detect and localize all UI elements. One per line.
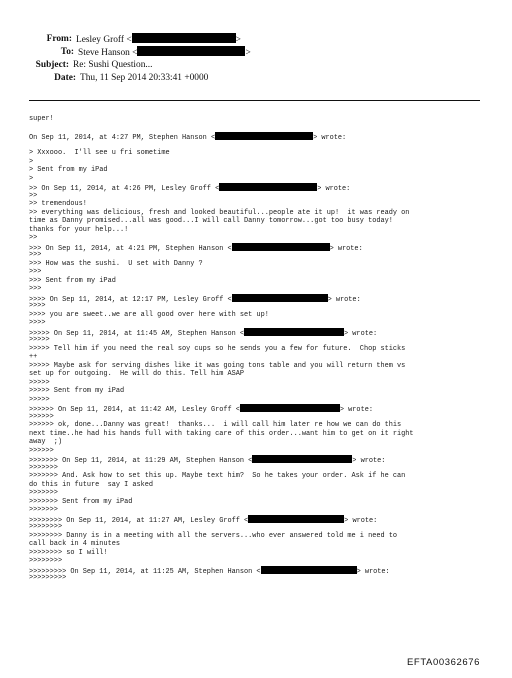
body-line — [29, 149, 487, 158]
body-line-text: >>>>>>>> On Sep 11, 2014, at 11:27 AM, Lesley Groff < — [29, 516, 249, 525]
body-line-suffix: > wrote: — [344, 516, 378, 525]
body-line — [29, 532, 487, 541]
body-line-text: >>>>>>>> — [29, 557, 63, 565]
body-line — [29, 379, 487, 388]
body-line-suffix: > wrote: — [317, 185, 351, 193]
header-row-date — [0, 72, 512, 85]
redaction-bar — [252, 455, 352, 463]
body-line-text: >>>>>> On Sep 11, 2014, at 11:42 AM, Lesley Groff < — [29, 406, 240, 414]
body-line — [29, 124, 487, 133]
body-line-text: >> On Sep 11, 2014, at 4:26 PM, Lesley Groff < — [29, 185, 220, 193]
body-line-text: >>>>>>>>> — [29, 574, 67, 582]
body-line — [29, 447, 487, 456]
body-line — [29, 387, 487, 396]
body-line — [29, 523, 487, 532]
body-line-suffix: > wrote: — [313, 134, 347, 142]
body-line-text: >>>>>>>> Danny is in a meeting with all the servers...who ever answered told me i need to — [29, 531, 398, 540]
body-line-text: super! — [29, 115, 54, 123]
body-line-suffix: > wrote: — [339, 406, 373, 414]
body-line-text: >>>>>>>>> On Sep 11, 2014, at 11:25 AM, Stephen Hanson < — [29, 567, 261, 576]
body-line-text: >>> — [29, 285, 42, 293]
body-line-text: >>> — [29, 251, 42, 259]
body-line — [29, 285, 487, 294]
body-line — [29, 574, 487, 583]
body-line — [29, 404, 487, 413]
from-value: Lesley Groff < — [76, 35, 132, 45]
body-line-text: > — [29, 157, 34, 166]
redaction-bar — [137, 46, 245, 56]
body-line-text: >>>>> Maybe ask for serving dishes like it was going tons table and you will return them vs — [29, 361, 406, 370]
redaction-bar — [232, 243, 330, 251]
redaction-bar — [219, 183, 317, 191]
body-line — [29, 115, 487, 124]
body-line — [29, 200, 487, 209]
header-row-to — [0, 46, 512, 59]
body-line-text: >>>>> — [29, 378, 50, 387]
body-line — [29, 183, 487, 192]
body-line-suffix: > wrote: — [329, 244, 363, 253]
body-line — [29, 506, 487, 515]
redaction-bar — [215, 132, 313, 140]
body-line — [29, 413, 487, 422]
body-line — [29, 192, 487, 201]
body-line-text: >>> On Sep 11, 2014, at 4:21 PM, Stephen Hanson < — [29, 244, 232, 253]
body-line-text: >>>>>> — [29, 412, 54, 421]
body-line-text: away ;) — [29, 438, 63, 446]
redaction-bar — [232, 294, 328, 302]
body-line-text: >>>>> Tell him if you need the real soy cups so he sends you a few for future. Chop sticks — [29, 344, 406, 353]
body-line-text: >>>>>>>> — [29, 523, 63, 531]
body-line — [29, 421, 487, 430]
body-line — [29, 328, 487, 337]
body-line — [29, 132, 487, 141]
body-line — [29, 141, 487, 150]
body-line — [29, 362, 487, 371]
body-line — [29, 319, 487, 328]
body-line — [29, 166, 487, 175]
body-line-text: >>>>>> ok, done...Danny was great! thanks... i will call him later re how we can do this — [29, 421, 402, 429]
body-line — [29, 515, 487, 524]
body-line-text: set up for outgoing. He will do this. Tell him ASAP — [29, 370, 245, 378]
body-line — [29, 209, 487, 218]
body-line-text: >>>> you are sweet..we are all good over here with set up! — [29, 310, 269, 319]
body-line-text: time as Danny promised...all was good...I will call Danny tomorrow...got too busy today! — [29, 217, 393, 225]
body-line — [29, 464, 487, 473]
body-line-text: >>>>>>> — [29, 506, 58, 514]
body-line — [29, 472, 487, 481]
body-line-text: >>> Sent from my iPad — [29, 276, 116, 285]
body-line-text: call back in 4 minutes — [29, 540, 120, 548]
body-line-text: >>>> — [29, 319, 46, 327]
body-line — [29, 226, 487, 235]
redaction-bar — [244, 328, 344, 336]
body-line-text: > Xxxooo. I'll see u fri sometime — [29, 149, 170, 157]
body-line-suffix: > wrote: — [352, 457, 386, 465]
body-line — [29, 549, 487, 558]
body-line-text: >>>>>>> And. Ask how to set this up. Maybe text him? So he takes your order. Ask if he can — [29, 472, 406, 480]
body-line — [29, 336, 487, 345]
body-line-text: >>>>> — [29, 336, 50, 344]
from-close: > — [235, 35, 241, 45]
body-line-text: >>>>>>> On Sep 11, 2014, at 11:29 AM, Stephen Hanson < — [29, 457, 253, 465]
body-line-text: >>>>> — [29, 395, 50, 404]
document-id: EFTA00362676 — [407, 657, 481, 668]
body-line — [29, 234, 487, 243]
body-line — [29, 260, 487, 269]
body-line — [29, 396, 487, 405]
body-line-text: thanks for your help...! — [29, 225, 129, 234]
to-label: To: — [60, 47, 74, 57]
body-line-text: On Sep 11, 2014, at 4:27 PM, Stephen Hanson < — [29, 134, 216, 142]
body-line — [29, 566, 487, 575]
body-line-text: >>> — [29, 268, 42, 276]
body-line — [29, 251, 487, 260]
body-line-text: >> — [29, 234, 38, 242]
body-line-text: >>>>>>> — [29, 463, 58, 472]
body-line-text: >> everything was delicious, fresh and looked beautiful...people ate it up! it was ready on — [29, 208, 410, 217]
body-line-text: >>>>>>> Sent from my iPad — [29, 497, 133, 506]
body-line — [29, 277, 487, 286]
header-row-from — [0, 33, 512, 46]
redaction-bar — [261, 566, 357, 574]
body-line — [29, 345, 487, 354]
body-line — [29, 175, 487, 184]
body-line-text: > Sent from my iPad — [29, 166, 108, 174]
body-line-text: >>>>>>> — [29, 489, 58, 497]
subject-label: Subject: — [35, 60, 69, 70]
body-line-suffix: > wrote: — [327, 295, 361, 304]
body-line — [29, 540, 487, 549]
body-line-text: >>>>>> — [29, 446, 54, 455]
email-header — [0, 33, 512, 85]
body-line — [29, 455, 487, 464]
body-line — [29, 217, 487, 226]
date-label: Date: — [54, 73, 76, 83]
redaction-bar — [132, 33, 236, 43]
body-line-text: ++ — [29, 353, 38, 361]
body-line — [29, 353, 487, 362]
body-line — [29, 370, 487, 379]
body-line-text: >>>>> Sent from my iPad — [29, 387, 125, 395]
body-line — [29, 158, 487, 167]
date-value: Thu, 11 Sep 2014 20:33:41 +0000 — [80, 73, 209, 83]
from-label: From: — [46, 34, 72, 44]
to-value: Steve Hanson < — [78, 48, 138, 58]
body-line-text: >>>>>>>> so I will! — [29, 548, 108, 557]
body-line — [29, 557, 487, 566]
body-line — [29, 481, 487, 490]
body-line-text: >> tremendous! — [29, 200, 87, 208]
body-line-suffix: > wrote: — [356, 567, 390, 576]
header-divider — [29, 100, 480, 101]
body-line-text: next time..he had his hands full with taking care of this order...want him to get on it right — [29, 429, 414, 438]
subject-value: Re: Sushi Question... — [73, 60, 153, 70]
body-line — [29, 311, 487, 320]
body-line — [29, 438, 487, 447]
body-line-text: >> — [29, 191, 38, 200]
body-line — [29, 498, 487, 507]
redaction-bar — [248, 515, 344, 523]
body-line-text: > — [29, 174, 34, 183]
body-line-text: >>> How was the sushi. U set with Danny ? — [29, 259, 203, 268]
body-line-text: do this in future say I asked — [29, 480, 154, 489]
body-line — [29, 430, 487, 439]
body-line — [29, 243, 487, 252]
body-line — [29, 489, 487, 498]
body-line — [29, 302, 487, 311]
body-line — [29, 268, 487, 277]
to-close: > — [245, 48, 251, 58]
header-row-subject — [0, 59, 512, 72]
body-line-suffix: > wrote: — [344, 329, 378, 338]
body-line-text: >>>> — [29, 302, 46, 310]
body-line-text: >>>>> On Sep 11, 2014, at 11:45 AM, Stephen Hanson < — [29, 329, 245, 338]
redaction-bar — [240, 404, 340, 412]
body-line — [29, 294, 487, 303]
body-line-text: >>>> On Sep 11, 2014, at 12:17 PM, Lesley Groff < — [29, 295, 232, 304]
email-body — [29, 115, 487, 583]
